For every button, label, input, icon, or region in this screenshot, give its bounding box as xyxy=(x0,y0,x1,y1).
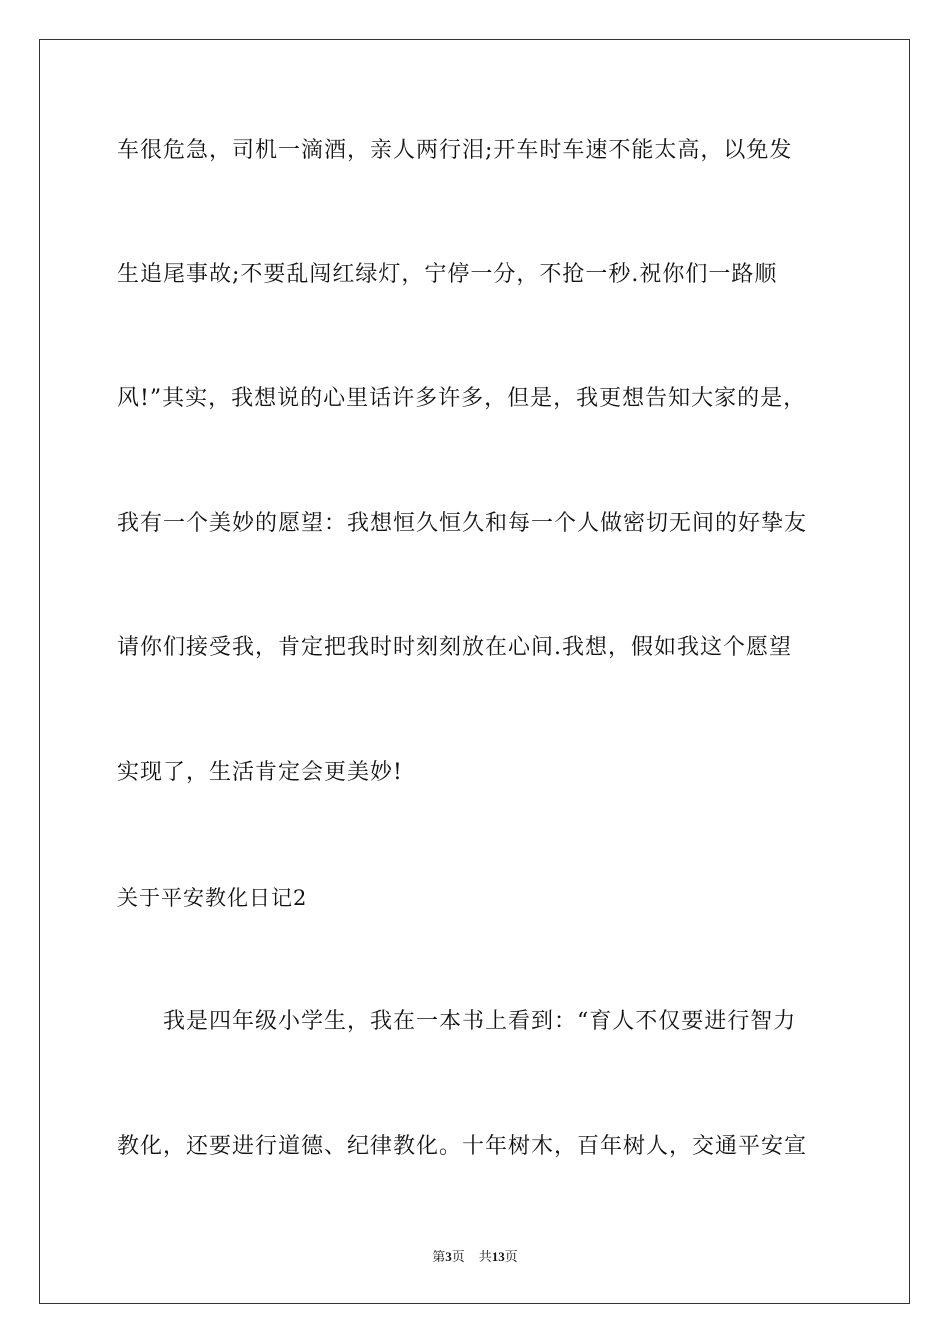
page-footer xyxy=(0,1249,950,1266)
section-heading: 关于平安教化日记2 xyxy=(117,886,308,910)
body-line-1: 车很危急，司机一滴酒，亲人两行泪;开车时车速不能太高，以免发 xyxy=(117,138,793,163)
footer-page-number: 3 xyxy=(445,1249,452,1264)
body-line-4: 我有一个美妙的愿望：我想恒久恒久和每一个人做密切无间的好挚友 xyxy=(117,511,808,536)
body-line-6: 实现了，生活肯定会更美妙! xyxy=(117,760,403,785)
paragraph-line-2: 教化，还要进行道德、纪律教化。十年树木，百年树人，交通平安宣 xyxy=(117,1134,808,1159)
body-line-5: 请你们接受我，肯定把我时时刻刻放在心间.我想，假如我这个愿望 xyxy=(117,635,792,660)
footer-total-prefix: 共 xyxy=(478,1250,492,1265)
body-line-2: 生追尾事故;不要乱闯红绿灯，宁停一分，不抢一秒.祝你们一路顺 xyxy=(117,262,778,287)
footer-total-suffix: 页 xyxy=(504,1250,518,1265)
body-line-3: 风!”其实，我想说的心里话许多许多，但是，我更想告知大家的是， xyxy=(117,386,807,411)
paragraph-line-1: 我是四年级小学生，我在一本书上看到：“育人不仅要进行智力 xyxy=(163,1009,797,1034)
footer-page-suffix: 页 xyxy=(451,1250,465,1265)
footer-page-prefix: 第 xyxy=(432,1250,446,1265)
footer-total-pages: 13 xyxy=(491,1249,505,1264)
page-frame xyxy=(39,39,910,1304)
